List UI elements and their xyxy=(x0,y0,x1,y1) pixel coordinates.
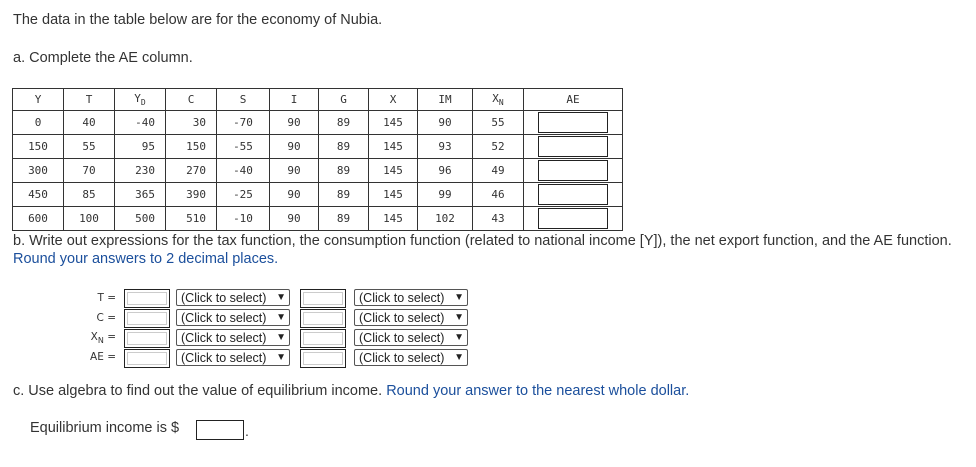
cell-c: 390 xyxy=(166,183,217,207)
cell-x: 145 xyxy=(369,159,418,183)
t-function-label: T = xyxy=(97,292,116,304)
cell-c: 510 xyxy=(166,207,217,231)
cell-g: 89 xyxy=(319,111,369,135)
col-header-yd: $Y_D$ xyxy=(115,89,166,111)
cell-x: 145 xyxy=(369,135,418,159)
cell-s: -55 xyxy=(217,135,270,159)
cell-im: 90 xyxy=(418,111,473,135)
cell-yd: -40 xyxy=(115,111,166,135)
ae-sign-select[interactable]: (Click to select) ▼ xyxy=(176,349,290,366)
c-function-label: C = xyxy=(96,312,116,324)
chevron-down-icon: ▼ xyxy=(454,312,464,323)
economy-data-table xyxy=(12,88,623,231)
table-row xyxy=(13,135,623,159)
cell-y: 300 xyxy=(13,159,64,183)
part-c-prompt xyxy=(13,383,689,399)
xn-sign-select[interactable]: (Click to select) ▼ xyxy=(176,329,290,346)
cell-i: 90 xyxy=(270,159,319,183)
cell-ae xyxy=(524,159,623,183)
cell-x: 145 xyxy=(369,183,418,207)
cell-c: 30 xyxy=(166,111,217,135)
cell-im: 99 xyxy=(418,183,473,207)
cell-y: 150 xyxy=(13,135,64,159)
part-a-prompt: a. Complete the AE column. xyxy=(13,50,193,66)
t-intercept-input[interactable] xyxy=(124,289,170,308)
cell-yd: 95 xyxy=(115,135,166,159)
cell-i: 90 xyxy=(270,207,319,231)
col-header-xn: $X_N$ xyxy=(473,89,524,111)
chevron-down-icon: ▼ xyxy=(454,332,464,343)
cell-g: 89 xyxy=(319,207,369,231)
col-header-s: S xyxy=(217,89,270,111)
table-row xyxy=(13,111,623,135)
col-header-ae: AE xyxy=(524,89,623,111)
t-sign-select[interactable]: (Click to select) ▼ xyxy=(176,289,290,306)
cell-t: 70 xyxy=(64,159,115,183)
cell-t: 100 xyxy=(64,207,115,231)
cell-y: 450 xyxy=(13,183,64,207)
part-c-text: c. Use algebra to find out the value of equilibrium income. xyxy=(13,383,383,399)
chevron-down-icon: ▼ xyxy=(454,292,464,303)
col-header-c: C xyxy=(166,89,217,111)
chevron-down-icon: ▼ xyxy=(276,332,286,343)
t-slope-input[interactable] xyxy=(300,289,346,308)
xn-slope-input[interactable] xyxy=(300,329,346,348)
chevron-down-icon: ▼ xyxy=(454,352,464,363)
cell-g: 89 xyxy=(319,135,369,159)
cell-s: -70 xyxy=(217,111,270,135)
xn-intercept-input[interactable] xyxy=(124,329,170,348)
ae-input-row-3[interactable] xyxy=(538,160,608,181)
cell-s: -10 xyxy=(217,207,270,231)
intro-text: The data in the table below are for the economy of Nubia. xyxy=(13,12,383,28)
cell-i: 90 xyxy=(270,183,319,207)
col-header-g: G xyxy=(319,89,369,111)
cell-i: 90 xyxy=(270,111,319,135)
cell-i: 90 xyxy=(270,135,319,159)
table-row xyxy=(13,183,623,207)
cell-ae xyxy=(524,183,623,207)
cell-ae xyxy=(524,135,623,159)
cell-t: 55 xyxy=(64,135,115,159)
cell-y: 0 xyxy=(13,111,64,135)
ae-variable-select[interactable]: (Click to select) ▼ xyxy=(354,349,468,366)
equilibrium-label: Equilibrium income is $ xyxy=(30,420,180,436)
cell-ae xyxy=(524,207,623,231)
ae-slope-input[interactable] xyxy=(300,349,346,368)
cell-g: 89 xyxy=(319,183,369,207)
cell-y: 600 xyxy=(13,207,64,231)
cell-s: -40 xyxy=(217,159,270,183)
col-header-im: IM xyxy=(418,89,473,111)
cell-ae xyxy=(524,111,623,135)
part-b-text: b. Write out expressions for the tax function, the consumption function (related to national income [Y]), the net export function, and the AE function. xyxy=(13,233,952,249)
xn-function-label: $X_N$ = xyxy=(90,331,116,346)
cell-yd: 500 xyxy=(115,207,166,231)
c-intercept-input[interactable] xyxy=(124,309,170,328)
ae-intercept-input[interactable] xyxy=(124,349,170,368)
table-row xyxy=(13,207,623,231)
chevron-down-icon: ▼ xyxy=(276,352,286,363)
equilibrium-income-input[interactable] xyxy=(196,420,244,440)
c-slope-input[interactable] xyxy=(300,309,346,328)
ae-input-row-1[interactable] xyxy=(538,112,608,133)
equilibrium-period: . xyxy=(245,423,249,439)
cell-x: 145 xyxy=(369,207,418,231)
cell-t: 85 xyxy=(64,183,115,207)
cell-yd: 365 xyxy=(115,183,166,207)
part-b-instruction: Round your answers to 2 decimal places. xyxy=(13,251,279,267)
col-header-i: I xyxy=(270,89,319,111)
table-header-row xyxy=(13,89,623,111)
t-variable-select[interactable]: (Click to select) ▼ xyxy=(354,289,468,306)
part-c-instruction: Round your answer to the nearest whole dollar. xyxy=(386,383,690,399)
cell-xn: 55 xyxy=(473,111,524,135)
c-variable-select[interactable]: (Click to select) ▼ xyxy=(354,309,468,326)
cell-xn: 49 xyxy=(473,159,524,183)
col-header-x: X xyxy=(369,89,418,111)
table-row xyxy=(13,159,623,183)
col-header-y: Y xyxy=(13,89,64,111)
ae-input-row-4[interactable] xyxy=(538,184,608,205)
cell-xn: 52 xyxy=(473,135,524,159)
cell-c: 150 xyxy=(166,135,217,159)
c-sign-select[interactable]: (Click to select) ▼ xyxy=(176,309,290,326)
cell-g: 89 xyxy=(319,159,369,183)
cell-im: 96 xyxy=(418,159,473,183)
chevron-down-icon: ▼ xyxy=(276,292,286,303)
cell-t: 40 xyxy=(64,111,115,135)
part-b-prompt xyxy=(13,232,958,268)
ae-input-row-5[interactable] xyxy=(538,208,608,229)
cell-c: 270 xyxy=(166,159,217,183)
cell-im: 102 xyxy=(418,207,473,231)
ae-input-row-2[interactable] xyxy=(538,136,608,157)
cell-im: 93 xyxy=(418,135,473,159)
chevron-down-icon: ▼ xyxy=(276,312,286,323)
cell-xn: 46 xyxy=(473,183,524,207)
cell-s: -25 xyxy=(217,183,270,207)
ae-function-label: AE = xyxy=(90,351,116,363)
cell-x: 145 xyxy=(369,111,418,135)
cell-xn: 43 xyxy=(473,207,524,231)
col-header-t: T xyxy=(64,89,115,111)
xn-variable-select[interactable]: (Click to select) ▼ xyxy=(354,329,468,346)
cell-yd: 230 xyxy=(115,159,166,183)
